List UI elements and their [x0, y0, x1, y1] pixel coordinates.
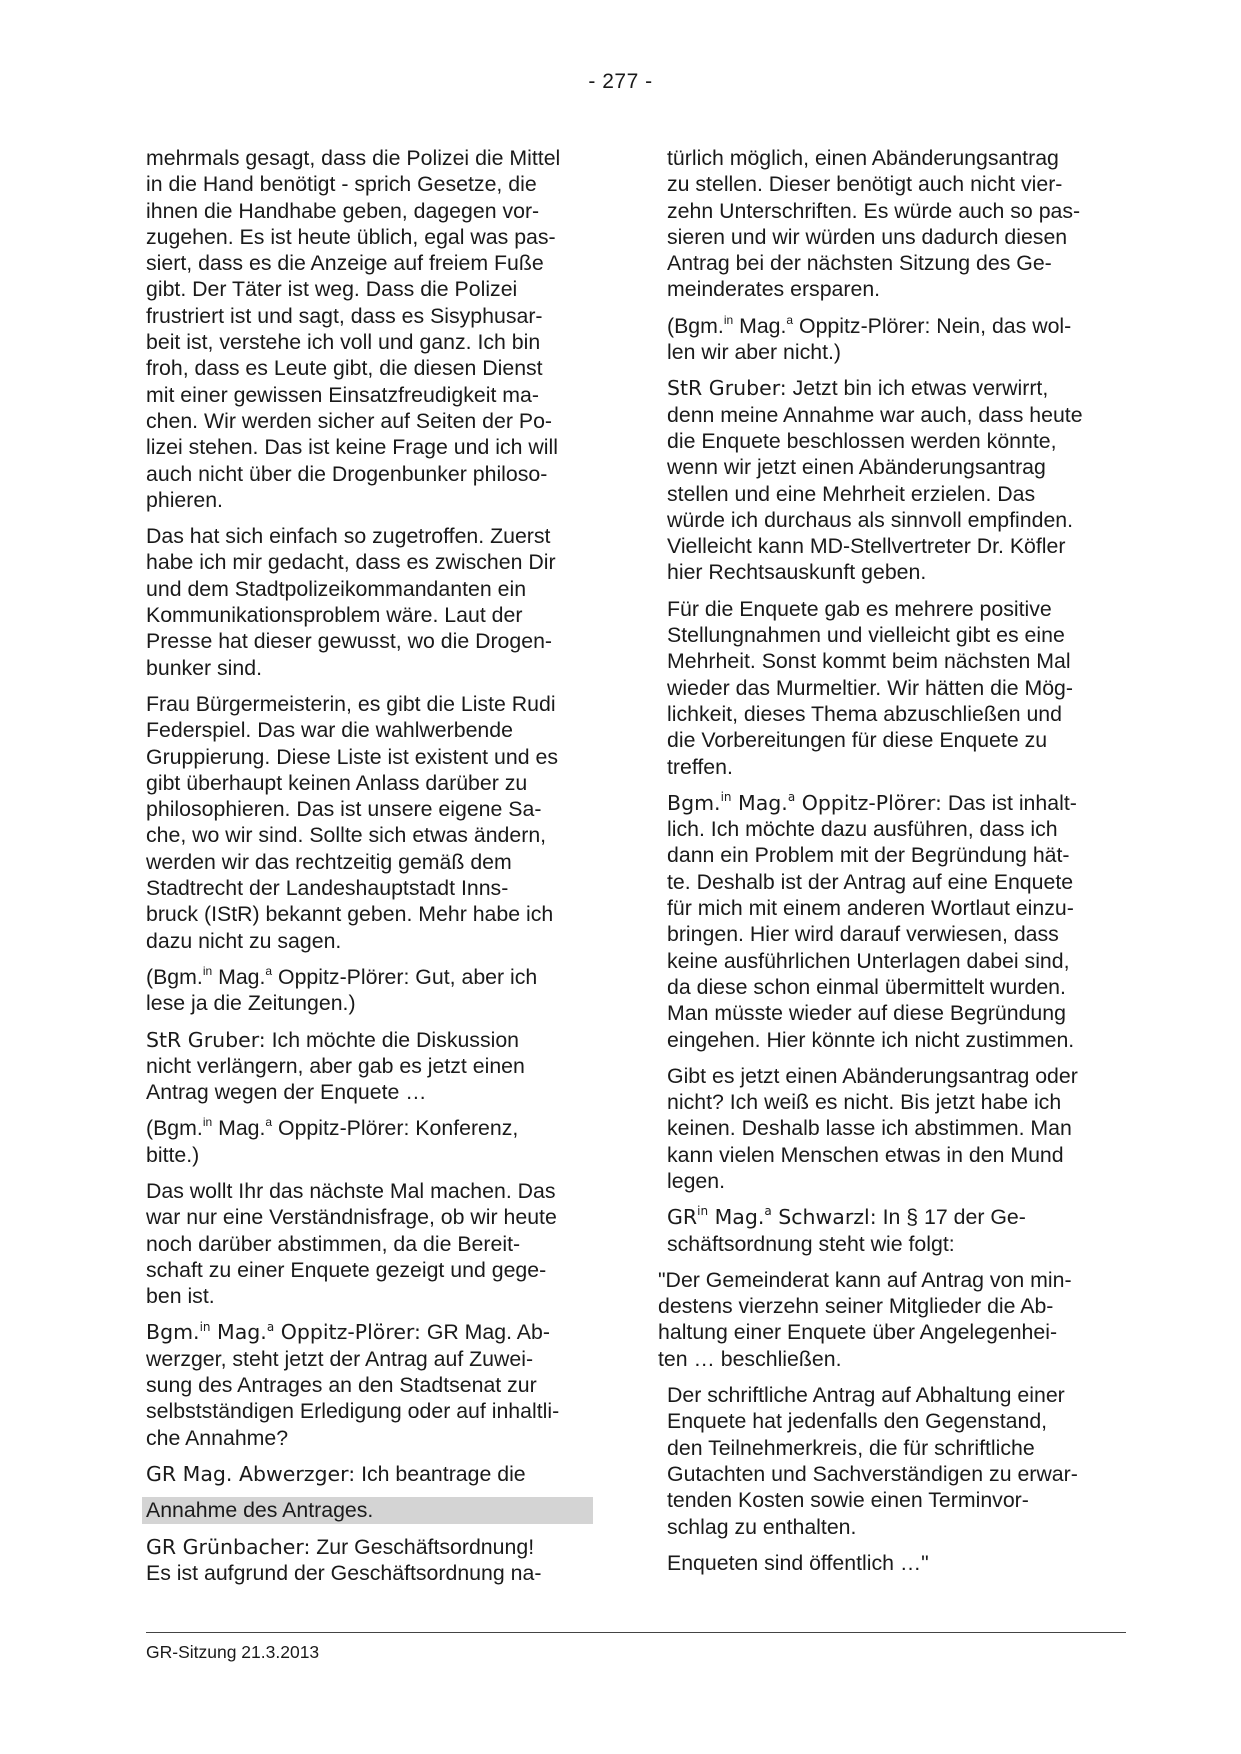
interjection [667, 313, 1127, 366]
text-line: Das wollt Ihr das nächste Mal machen. Das [146, 1178, 556, 1203]
speaker-name: Bgm.$^{in}$ Mag.$^a$ Oppitz-Plörer: [146, 1319, 421, 1345]
text-line: "Der Gemeinderat kann auf Antrag von min- [658, 1267, 1072, 1292]
text-line: ben ist. [146, 1284, 215, 1309]
text-line: destens vierzehn seiner Mitglieder die Ab- [658, 1294, 1054, 1319]
footer-session-date: GR-Sitzung 21.3.2013 [146, 1642, 320, 1662]
text-line: (Bgm.$^{in}$ Mag.$^a$ Oppitz-Plörer: Gut, aber ich [146, 963, 538, 989]
speaker-paragraph [146, 1534, 601, 1587]
paragraph [667, 145, 1127, 303]
text-line: froh, dass es Leute gibt, die diesen Dienst [146, 356, 543, 381]
text-line: Stadtrecht der Landeshauptstadt Inns- [146, 876, 509, 901]
text-line: den Teilnehmerkreis, die für schriftliche [667, 1435, 1035, 1460]
speaker-paragraph [667, 1204, 1127, 1257]
interjection [146, 964, 601, 1017]
text-line: die Enquete beschlossen werden könnte, [667, 428, 1057, 453]
page-number: - 277 - [588, 70, 653, 93]
text-line: Antrag bei der nächsten Sitzung des Ge- [667, 251, 1052, 276]
text-line: tenden Kosten sowie einen Terminvor- [667, 1488, 1029, 1513]
footer-divider [146, 1632, 1126, 1633]
text-line: stellen und eine Mehrheit erzielen. Das [667, 481, 1036, 506]
text-line: war nur eine Verständnisfrage, ob wir heute [146, 1205, 557, 1230]
text-line: (Bgm.$^{in}$ Mag.$^a$ Oppitz-Plörer: Konferenz, [146, 1115, 519, 1141]
text-line: schaft zu einer Enquete gezeigt und gege- [146, 1257, 547, 1282]
text-line: sung des Antrages an den Stadtsenat zur [146, 1373, 537, 1398]
text-line: wieder das Murmeltier. Wir hätten die Mög- [667, 675, 1073, 700]
highlighted-paragraph [146, 1497, 601, 1523]
interjection [146, 1115, 601, 1168]
text-line: Vielleicht kann MD-Stellvertreter Dr. Köfler [667, 534, 1066, 559]
paragraph [146, 1178, 601, 1309]
text-line: Bgm.$^{in}$ Mag.$^a$ Oppitz-Plörer: GR Mag. Ab- [146, 1319, 550, 1345]
text-line: meinderates ersparen. [667, 277, 881, 302]
text-line: da diese schon einmal übermittelt wurden. [667, 974, 1066, 999]
text-line: Enqueten sind öffentlich …" [667, 1550, 929, 1575]
text-line: StR Gruber: Jetzt bin ich etwas verwirrt, [667, 376, 1049, 401]
text-line: mit einer gewissen Einsatzfreudigkeit ma- [146, 382, 539, 407]
speaker-paragraph [667, 375, 1127, 585]
text-line: lich. Ich möchte dazu ausführen, dass ich [667, 817, 1058, 842]
speaker-name: StR Gruber: [146, 1027, 266, 1052]
text-line: ihnen die Handhabe geben, dagegen vor- [146, 198, 540, 223]
text-line: phieren. [146, 487, 223, 512]
speaker-name: GR Mag. Abwerzger: [146, 1461, 356, 1486]
text-line: dann ein Problem mit der Begründung hät- [667, 843, 1070, 868]
text-line: eingehen. Hier könnte ich nicht zustimmen. [667, 1027, 1075, 1052]
text-line: die Vorbereitungen für diese Enquete zu [667, 728, 1048, 753]
text-line: Antrag wegen der Enquete … [146, 1080, 427, 1105]
text-line: GR Mag. Abwerzger: Ich beantrage die [146, 1461, 526, 1486]
text-line: legen. [667, 1168, 726, 1193]
text-line: werden wir das rechtzeitig gemäß dem [146, 849, 512, 874]
text-line: ten … beschließen. [658, 1346, 842, 1371]
paragraph [146, 523, 601, 681]
text-line: (Bgm.$^{in}$ Mag.$^a$ Oppitz-Plörer: Nein, das wol- [667, 312, 1072, 338]
text-line: würde ich durchaus als sinnvoll empfinden. [667, 507, 1074, 532]
text-line: habe ich mir gedacht, dass es zwischen Dir [146, 550, 556, 575]
text-line: Mehrheit. Sonst kommt beim nächsten Mal [667, 649, 1071, 674]
text-line: für mich mit einem anderen Wortlaut einzu- [667, 896, 1074, 921]
text-line: zehn Unterschriften. Es würde auch so pas- [667, 198, 1081, 223]
text-line: Federspiel. Das war die wahlwerbende [146, 718, 513, 743]
text-line: gibt. Der Täter ist weg. Dass die Polizei [146, 277, 518, 302]
text-line: Das hat sich einfach so zugetroffen. Zuerst [146, 524, 551, 549]
text-line: Frau Bürgermeisterin, es gibt die Liste Rudi [146, 691, 556, 716]
text-line: hier Rechtsauskunft geben. [667, 560, 927, 585]
text-line: zugehen. Es ist heute üblich, egal was pas- [146, 224, 556, 249]
text-line: Enquete hat jedenfalls den Gegenstand, [667, 1409, 1048, 1434]
text-line: te. Deshalb ist der Antrag auf eine Enquete [667, 869, 1074, 894]
text-line: kann vielen Menschen etwas in den Mund [667, 1142, 1064, 1167]
text-line: Gibt es jetzt einen Abänderungsantrag oder [667, 1063, 1078, 1088]
speaker-paragraph [146, 1027, 601, 1106]
text-line: Kommunikationsproblem wäre. Laut der [146, 603, 523, 628]
speaker-name: GR Grünbacher: [146, 1534, 311, 1559]
text-line: $GR^{in}$ Mag.$^a$ Schwarzl: In § 17 der Ge- [667, 1204, 1026, 1230]
text-line: bitte.) [146, 1142, 200, 1167]
text-line: und dem Stadtpolizeikommandanten ein [146, 576, 527, 601]
text-line: zu stellen. Dieser benötigt auch nicht vier- [667, 172, 1063, 197]
left-column [146, 145, 601, 1596]
text-line: nicht? Ich weiß es nicht. Bis jetzt habe ich [667, 1090, 1062, 1115]
text-line: dazu nicht zu sagen. [146, 928, 342, 953]
text-line: Stellungnahmen und vielleicht gibt es eine [667, 623, 1065, 648]
text-line: werzger, steht jetzt der Antrag auf Zuwei- [146, 1346, 534, 1371]
text-line: beit ist, verstehe ich voll und ganz. Ich bin [146, 330, 541, 355]
paragraph [667, 596, 1127, 780]
text-line: Man müsste wieder auf diese Begründung [667, 1001, 1066, 1026]
paragraph [146, 145, 601, 513]
text-line: Für die Enquete gab es mehrere positive [667, 596, 1052, 621]
quote-paragraph [658, 1267, 1127, 1372]
text-line: lizei stehen. Das ist keine Frage und ich will [146, 435, 558, 460]
text-line: Gruppierung. Diese Liste ist existent und es [146, 744, 558, 769]
text-line: lese ja die Zeitungen.) [146, 991, 356, 1016]
speaker-name: Bgm.$^{in}$ Mag.$^a$ Oppitz-Plörer: [667, 790, 942, 815]
paragraph [146, 691, 601, 954]
right-column [658, 145, 1127, 1586]
text-line: chen. Wir werden sicher auf Seiten der Po- [146, 408, 553, 433]
text-line: denn meine Annahme war auch, dass heute [667, 402, 1083, 427]
paragraph [667, 1063, 1127, 1194]
text-line: auch nicht über die Drogenbunker philoso- [146, 461, 548, 486]
highlight-line: Annahme des Antrages. [142, 1497, 593, 1523]
text-line: Es ist aufgrund der Geschäftsordnung na- [146, 1560, 542, 1585]
speaker-name: $GR^{in}$ Mag.$^a$ Schwarzl: [667, 1204, 877, 1230]
text-line: philosophieren. Das ist unsere eigene Sa- [146, 797, 542, 822]
text-line: gibt überhaupt keinen Anlass darüber zu [146, 770, 528, 795]
speaker-paragraph [146, 1319, 601, 1450]
text-line: bruck (IStR) bekannt geben. Mehr habe ich [146, 902, 554, 927]
text-line: keinen. Deshalb lasse ich abstimmen. Man [667, 1116, 1072, 1141]
text-line: keine ausführlichen Unterlagen dabei sind, [667, 948, 1070, 973]
text-line: Bgm.$^{in}$ Mag.$^a$ Oppitz-Plörer: Das ist inhalt- [667, 790, 1077, 815]
text-line: noch darüber abstimmen, da die Bereit- [146, 1231, 521, 1256]
text-line: treffen. [667, 754, 733, 779]
text-line: StR Gruber: Ich möchte die Diskussion [146, 1027, 520, 1052]
text-line: wenn wir jetzt einen Abänderungsantrag [667, 455, 1046, 480]
quote-paragraph [667, 1382, 1127, 1540]
text-line: sieren und wir würden uns dadurch diesen [667, 224, 1068, 249]
speaker-name: StR Gruber: [667, 376, 787, 401]
text-line: Der schriftliche Antrag auf Abhaltung einer [667, 1383, 1065, 1408]
text-line: haltung einer Enquete über Angelegenhei- [658, 1320, 1058, 1345]
speaker-paragraph [146, 1461, 601, 1487]
text-line: bunker sind. [146, 655, 263, 680]
text-line: len wir aber nicht.) [667, 340, 841, 365]
text-line: in die Hand benötigt - sprich Gesetze, die [146, 172, 537, 197]
text-line: siert, dass es die Anzeige auf freiem Fuße [146, 251, 544, 276]
text-line: frustriert ist und sagt, dass es Sisyphusar- [146, 303, 543, 328]
text-line: türlich möglich, einen Abänderungsantrag [667, 146, 1059, 170]
text-line: schäftsordnung steht wie folgt: [667, 1231, 955, 1256]
text-line: Presse hat dieser gewusst, wo die Drogen- [146, 629, 553, 654]
text-line: che Annahme? [146, 1425, 289, 1450]
text-line: Gutachten und Sachverständigen zu erwar- [667, 1461, 1078, 1486]
text-line: nicht verlängern, aber gab es jetzt einen [146, 1053, 525, 1078]
text-line: bringen. Hier wird darauf verwiesen, dass [667, 922, 1059, 947]
text-line: selbstständigen Erledigung oder auf inhaltli- [146, 1399, 560, 1424]
text-line: GR Grünbacher: Zur Geschäftsordnung! [146, 1534, 535, 1559]
speaker-paragraph [667, 790, 1127, 1053]
text-line: schlag zu enthalten. [667, 1514, 857, 1539]
quote-paragraph [667, 1550, 1127, 1576]
text-line: mehrmals gesagt, dass die Polizei die Mittel [146, 146, 561, 170]
text-line: lichkeit, dieses Thema abzuschließen und [667, 701, 1063, 726]
text-line: che, wo wir sind. Sollte sich etwas ändern, [146, 823, 547, 848]
